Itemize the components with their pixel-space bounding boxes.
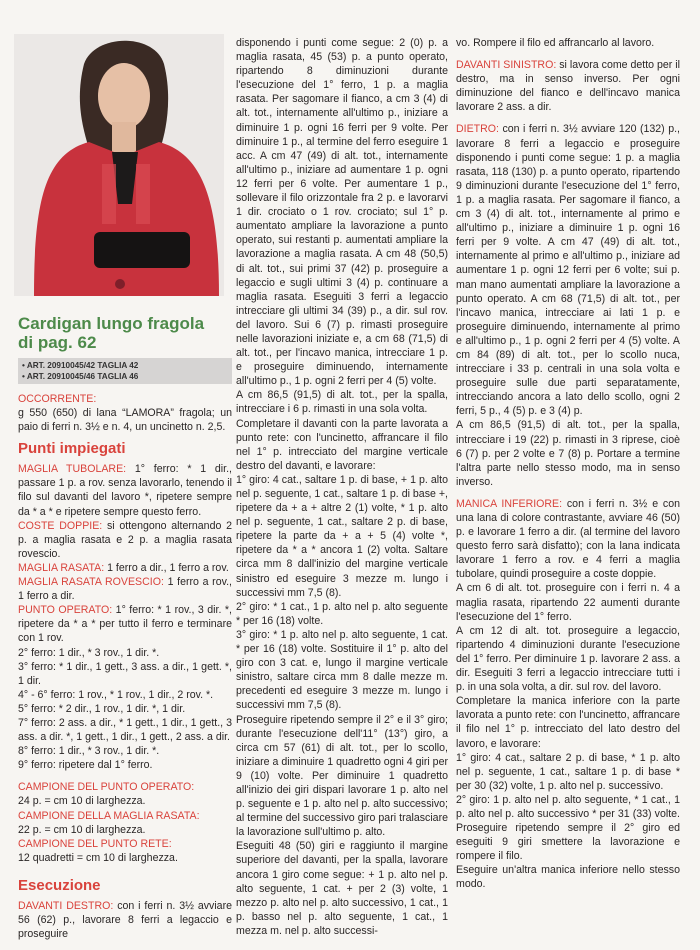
campione-text: 12 quadretti = cm 10 di larghezza. xyxy=(18,851,178,864)
punti-item xyxy=(18,575,232,603)
punti-row: 9° ferro: ripetere dal 1° ferro. xyxy=(18,759,153,772)
body-paragraph xyxy=(456,694,680,750)
punti-row: 7° ferro: 2 ass. a dir., * 1 gett., 1 dir., 1 gett., 3 ass. a dir. *, 1 gett., 1 dir., 1 gett., 2 ass. a dir. xyxy=(18,716,232,744)
section-text: si lavora come detto per il destro, ma in senso inverso. Per ogni diminuzione del fianco e dell'incavo manica lavorare 2 ass. a dir. xyxy=(456,59,680,114)
occorrente-paragraph xyxy=(18,392,232,434)
body-paragraph: A cm 86,5 (91,5) di alt. tot., per la spalla, intrecciare i 6 p. rimasti in una sola volta. xyxy=(236,389,448,416)
body-paragraph: 1° giro: 4 cat., saltare 1 p. di base, + 1 p. alto nel p. seguente, 1 cat., saltare 1 p. di base +, ripetere da + a + altre 2 (1) volte, * 1 p. alto nel p. seguente, 1 cat., saltare 2 p. di base, ripetere la parte da + a + 5 (4) volte *, ripetere da * a * ancora 1 (2) volta. Saltare circa mm 8 dall'inizio del margine verticale sinistro ed eseguire 3 mezze m. lungo i successivi mm 7,5 (8). xyxy=(236,473,448,599)
body-paragraph xyxy=(456,58,680,114)
article-line: • ART. 20910045/42 TAGLIA 42 xyxy=(22,361,139,370)
punti-row: 2° ferro: 1 dir., * 3 rov., 1 dir. *. xyxy=(18,646,160,659)
occorrente-label: OCCORRENTE: xyxy=(18,393,97,405)
occorrente-text: g 550 (650) di lana “LAMORA” fragola; un paio di ferri n. 3½ e n. 4, un uncinetto n. 2,5. xyxy=(18,407,232,434)
punti-row: 8° ferro: 1 dir., * 3 rov., 1 dir. *. xyxy=(18,745,160,758)
body-paragraph xyxy=(456,36,680,50)
punti-item xyxy=(18,462,232,518)
body-paragraph xyxy=(456,418,680,488)
campione xyxy=(18,837,232,865)
pattern-title-line1: Cardigan lungo fragola xyxy=(18,314,205,333)
punti-item xyxy=(18,561,232,575)
section-text: Eseguire un'altra manica inferiore nello stesso modo. xyxy=(456,864,680,891)
pattern-title-line2: di pag. 62 xyxy=(18,333,97,352)
campione xyxy=(18,780,232,808)
body-paragraph: Eseguiti 48 (50) giri e raggiunto il margine superiore del davanti, per la spalla, lavorare ancora 1 giro come segue: + 1 p. alto nel p. alto seguente, 1 cat. + per 2 (3) volte, 1 mezzo p. alto nel p. alto successivo, 1 cat., 1 p. basso nel p. alto seguente, 1 cat., 1 mezza m. nel p. alto successi- xyxy=(236,840,448,937)
campione-label: CAMPIONE DELLA MAGLIA RASATA: xyxy=(18,809,200,822)
punti-item-text: 1 ferro a rov., 1 ferro a dir. xyxy=(18,576,232,603)
body-paragraph xyxy=(456,751,680,793)
punti-heading: Punti impiegati xyxy=(18,440,126,458)
campione xyxy=(18,809,232,837)
punti-item-label: COSTE DOPPIE: xyxy=(18,519,103,532)
body-paragraph xyxy=(456,497,680,582)
esecuzione-heading: Esecuzione xyxy=(18,876,101,894)
model-illustration xyxy=(14,34,224,296)
section-text: 1° giro: 4 cat., saltare 2 p. di base, * 1 p. alto nel p. seguente, 1 cat., saltare 1 p. di base * per 30 (32) volte, 1 p. alto nel p. successivo. xyxy=(456,751,680,792)
body-paragraph: disponendo i punti come segue: 2 (0) p. a maglia rasata, 45 (53) p. a punto operato, ripartendo 8 diminuzioni durante l'esecuzione del 1° ferro, 1 p. a maglia rasata. Per sagomare il fianco, a cm 3 (4) di alt. tot., internamente all'ultimo p., iniziare a diminuire 1 p. ogni 16 ferri per 9 volte. Per diminuire 1 p., al termine del ferro eseguire 1 acc. A cm 47 (49) di alt. tot., internamente all'ultimo p., iniziare ad aumentare 1 p. ogni 12 ferri per 6 volte. Per aumentare 1 p., sollevare il filo orizzontale fra 2 p. e lavorarvi 1 dir. crociato o 1 rov. crociato; sul 1° p. aumentato ampliare la lavorazione a punto operato, sui restanti p. aumentati ampliare la lavorazione a maglia rasata. A cm 48 (50,5) di alt. tot., sui primi 37 (42) p. proseguire a legaccio e sugli ultimi 3 (4) p. continuare a maglia rasata. Eseguiti 3 ferri a legaccio intrecciare gli ultimi 34 (39) p., a dir. sul rov. del lavoro. Sui 6 (7) p. rimasti proseguire nelle lavorazioni iniziate e, a cm 68 (71,5) di alt. tot., per l'incavo manica, intrecciare 1 p. e proseguire diminuendo, internamente all'ultimo p., 1 p. ogni 2 ferri per 4 (5) volte. xyxy=(236,37,448,388)
body-paragraph xyxy=(456,624,680,694)
punti-row: 3° ferro: * 1 dir., 1 gett., 3 ass. a dir., 1 gett. *, 1 dir. xyxy=(18,660,232,687)
campione-text: 24 p. = cm 10 di larghezza. xyxy=(18,795,146,808)
punti-item-label: MAGLIA RASATA ROVESCIO: xyxy=(18,576,164,589)
body-paragraph: Completare il davanti con la parte lavorata a punto rete: con l'uncinetto, affrancare il filo nel 1° p. intrecciato del margine verticale destro del davanti, e lavorare: xyxy=(236,417,448,472)
punti-item-label: MAGLIA RASATA: xyxy=(18,561,105,574)
section-text: A cm 86,5 (91,5) di alt. tot., per la spalla, intrecciare i 19 (22) p. rimasti in 3 riprese, cioè 6 (7) p. per 2 volte e 7 (8) p. Portare a termine l'altra parte nello stesso modo, ma in senso inverso. xyxy=(456,419,680,488)
left-column xyxy=(18,314,232,941)
punti-item-text: 1° ferro: * 1 dir., passare 1 p. a rov. senza lavorarlo, tenendo il filo sul davanti del lavoro *, ripetere sempre da * a * e ripetere sempre questo ferro. xyxy=(18,463,232,518)
campione-label: CAMPIONE DEL PUNTO OPERATO: xyxy=(18,781,195,794)
section-text: vo. Rompere il filo ed affrancarlo al lavoro. xyxy=(456,37,655,49)
punti-row: 4° - 6° ferro: 1 rov., * 1 rov., 1 dir., 2 rov. *. xyxy=(18,688,214,701)
campione-label: CAMPIONE DEL PUNTO RETE: xyxy=(18,837,172,850)
davanti-destro-text: con i ferri n. 3½ avviare 56 (62) p., lavorare 8 ferri a legaccio e proseguire xyxy=(18,899,232,941)
punti-item-label: PUNTO OPERATO: xyxy=(18,604,113,617)
section-text: A cm 12 di alt. tot. proseguire a legaccio, ripartendo 4 diminuzioni durante l'esecuzione del 1° ferro. Per diminuire 1 p. lavorare 2 ass. a dir. Eseguiti 3 ferri a legaccio intrecciare tutti i p. in una sola volta, a dir. sul rov. del lavoro. xyxy=(456,624,680,694)
section-text: con i ferri n. 3½ e con una lana di colore contrastante, avviare 46 (50) p. e lavorare 1 ferro a dir. (al termine del lavoro questo ferro sarà disfatto); con la lana indicata lavorare 1 ferro a rov. e 4 ferri a maglia tubolare, quindi proseguire a coste doppie. xyxy=(456,497,680,581)
right-column xyxy=(456,36,680,892)
punti-item-label: MAGLIA TUBOLARE: xyxy=(18,463,127,476)
punti-item-text: 1° ferro: * 1 rov., 3 dir. *, ripetere da * a * per tutto il ferro e terminare con 1 rov. xyxy=(18,604,232,645)
body-paragraph: 2° giro: * 1 cat., 1 p. alto nel p. alto seguente * per 16 (18) volte. xyxy=(236,600,448,627)
section-label: MANICA INFERIORE: xyxy=(456,497,563,510)
body-paragraph xyxy=(456,581,680,623)
punti-item xyxy=(18,603,232,645)
section-text: A cm 6 di alt. tot. proseguire con i ferri n. 4 a maglia rasata, ripartendo 22 aumenti durante l'esecuzione del 1° ferro. xyxy=(456,582,680,623)
middle-column xyxy=(236,36,448,938)
body-paragraph xyxy=(456,793,680,863)
article-box xyxy=(18,358,232,384)
section-text: Completare la manica inferiore con la parte lavorata a punto rete: con l'uncinetto, affrancare il filo nel 1° p. intrecciato del lato destro del lavoro, e lavorare: xyxy=(456,695,680,750)
punti-item xyxy=(18,519,232,561)
davanti-destro xyxy=(18,899,232,941)
punti-item-text: 1 ferro a dir., 1 ferro a rov. xyxy=(104,561,229,574)
model-photo xyxy=(14,34,224,296)
body-paragraph: 3° giro: * 1 p. alto nel p. alto seguente, 1 cat. * per 16 (18) volte. Sostituire il 1° p. alto del giro con 3 cat. e, lungo il margine verticale sinistro, saltare circa mm 8 dalle mezze m. precedenti ed eseguire 3 mezze m. lungo i successivi mm 7,5 (8). xyxy=(236,628,448,712)
punti-row: 5° ferro: * 2 dir., 1 rov., 1 dir. *, 1 dir. xyxy=(18,702,186,715)
body-paragraph xyxy=(456,863,680,891)
article-line: • ART. 20910045/46 TAGLIA 46 xyxy=(22,372,139,381)
campione-text: 22 p. = cm 10 di larghezza. xyxy=(18,823,146,836)
punti-item-text: si ottengono alternando 2 p. a maglia rasata e 2 p. a maglia rasata rovescio. xyxy=(18,519,232,560)
section-text: 2° giro: 1 p. alto nel p. alto seguente, * 1 cat., 1 p. alto nel p. alto successivo * per 31 (33) volte. Proseguire ripetendo sempre il 2° giro ed eseguiti 9 giri smettere la lavorazione e rompere il filo. xyxy=(456,793,680,863)
body-paragraph xyxy=(456,122,680,418)
section-label: DIETRO: xyxy=(456,123,499,136)
davanti-destro-label: DAVANTI DESTRO: xyxy=(18,899,114,912)
body-paragraph: Proseguire ripetendo sempre il 2° e il 3° giro; durante l'esecuzione dell'11° (13°) giro, a circa cm 57 (61) di alt. tot., per lo scollo, iniziare a diminuire 1 quadretto ogni 4 giri per 9 (10) volte. Per diminuire 1 quadretto all'inizio dei giri dispari lavorare 1 p. alto nel p. seguente e 1 p. alto nel p. alto successivo; al termine del successivo giro pari tralasciare la lavorazione sull'ultimo p. alto. xyxy=(236,713,448,839)
section-text: con i ferri n. 3½ avviare 120 (132) p., lavorare 8 ferri a legaccio e proseguire disponendo i punti come segue: 1 p. a maglia rasata, 118 (130) p. a punto operato, ripartendo 9 diminuzioni durante l'esecuzione del 1° ferro, 1 p. a maglia rasata. Per sagomare il fianco, a cm 3 (4) di alt. tot., internamente al primo e all'ultimo p., iniziare a diminuire 1 p. ogni 16 ferri per 9 volte. A cm 47 (49) di alt. tot., internamente al primo e all'ultimo p., iniziare ad aumentare 1 p. ogni 12 ferri per 6 volte; sui p. man mano aumentati ampliare la lavorazione a punto operato. A cm 68 (71,5) di alt. tot., per l'incavo manica, intrecciare ai lati 1 p. e proseguire diminuendo, internamente al primo e all'ultimo p., 1 p. ogni 2 ferri per 4 (5) volte. A cm 84 (89) di alt. tot., per lo scollo nuca, intrecciare i 33 p. centrali in una sola volta e proseguire sulle due parti separatamente, intrecciando ancora a lato dello scollo, ogni 2 ferri, 5 p., 4 (5) p. e 3 (4) p. xyxy=(456,123,680,418)
section-label: DAVANTI SINISTRO: xyxy=(456,59,557,72)
